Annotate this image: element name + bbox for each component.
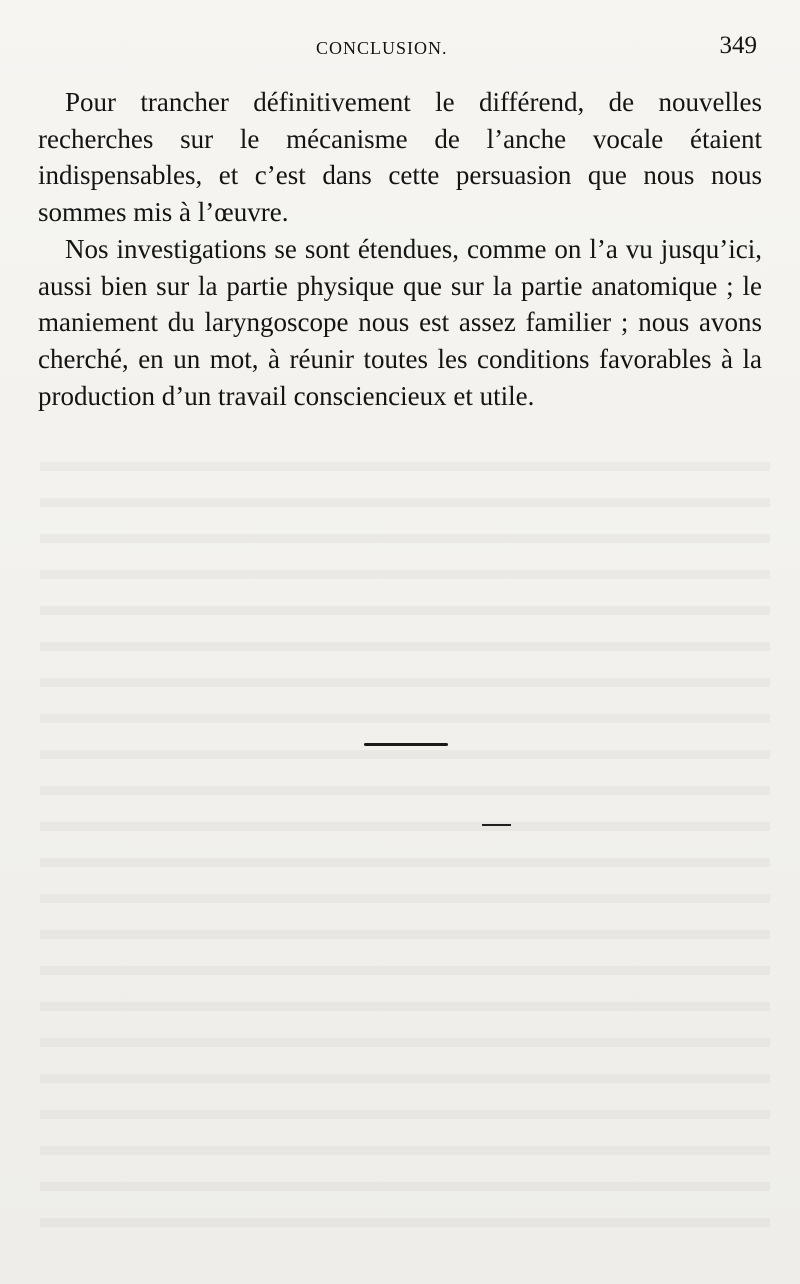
bleed-through-shadow — [40, 440, 770, 1240]
page-header — [0, 30, 800, 66]
body-text — [38, 84, 762, 414]
paragraph-2: Nos investigations se sont étendues, comme on l’a vu jusqu’ici, aussi bien sur la partie physique que sur la partie anatomique ; le maniement du laryngoscope nous est assez familier ; nous avons cherché, en un mot, à réunir toutes les conditions favorables à la production d’un travail consciencieux et utile. — [38, 233, 762, 411]
section-end-short-rule — [482, 824, 511, 826]
page-number: 349 — [719, 32, 757, 59]
running-title: CONCLUSION. — [316, 38, 448, 58]
paragraph-1: Pour trancher définitivement le différend, de nouvelles recherches sur le mécanisme de l’anche vocale étaient indispensables, et c’est dans cette persuasion que nous nous sommes mis à l’œuvre. — [38, 87, 762, 228]
section-end-rule — [364, 743, 448, 746]
